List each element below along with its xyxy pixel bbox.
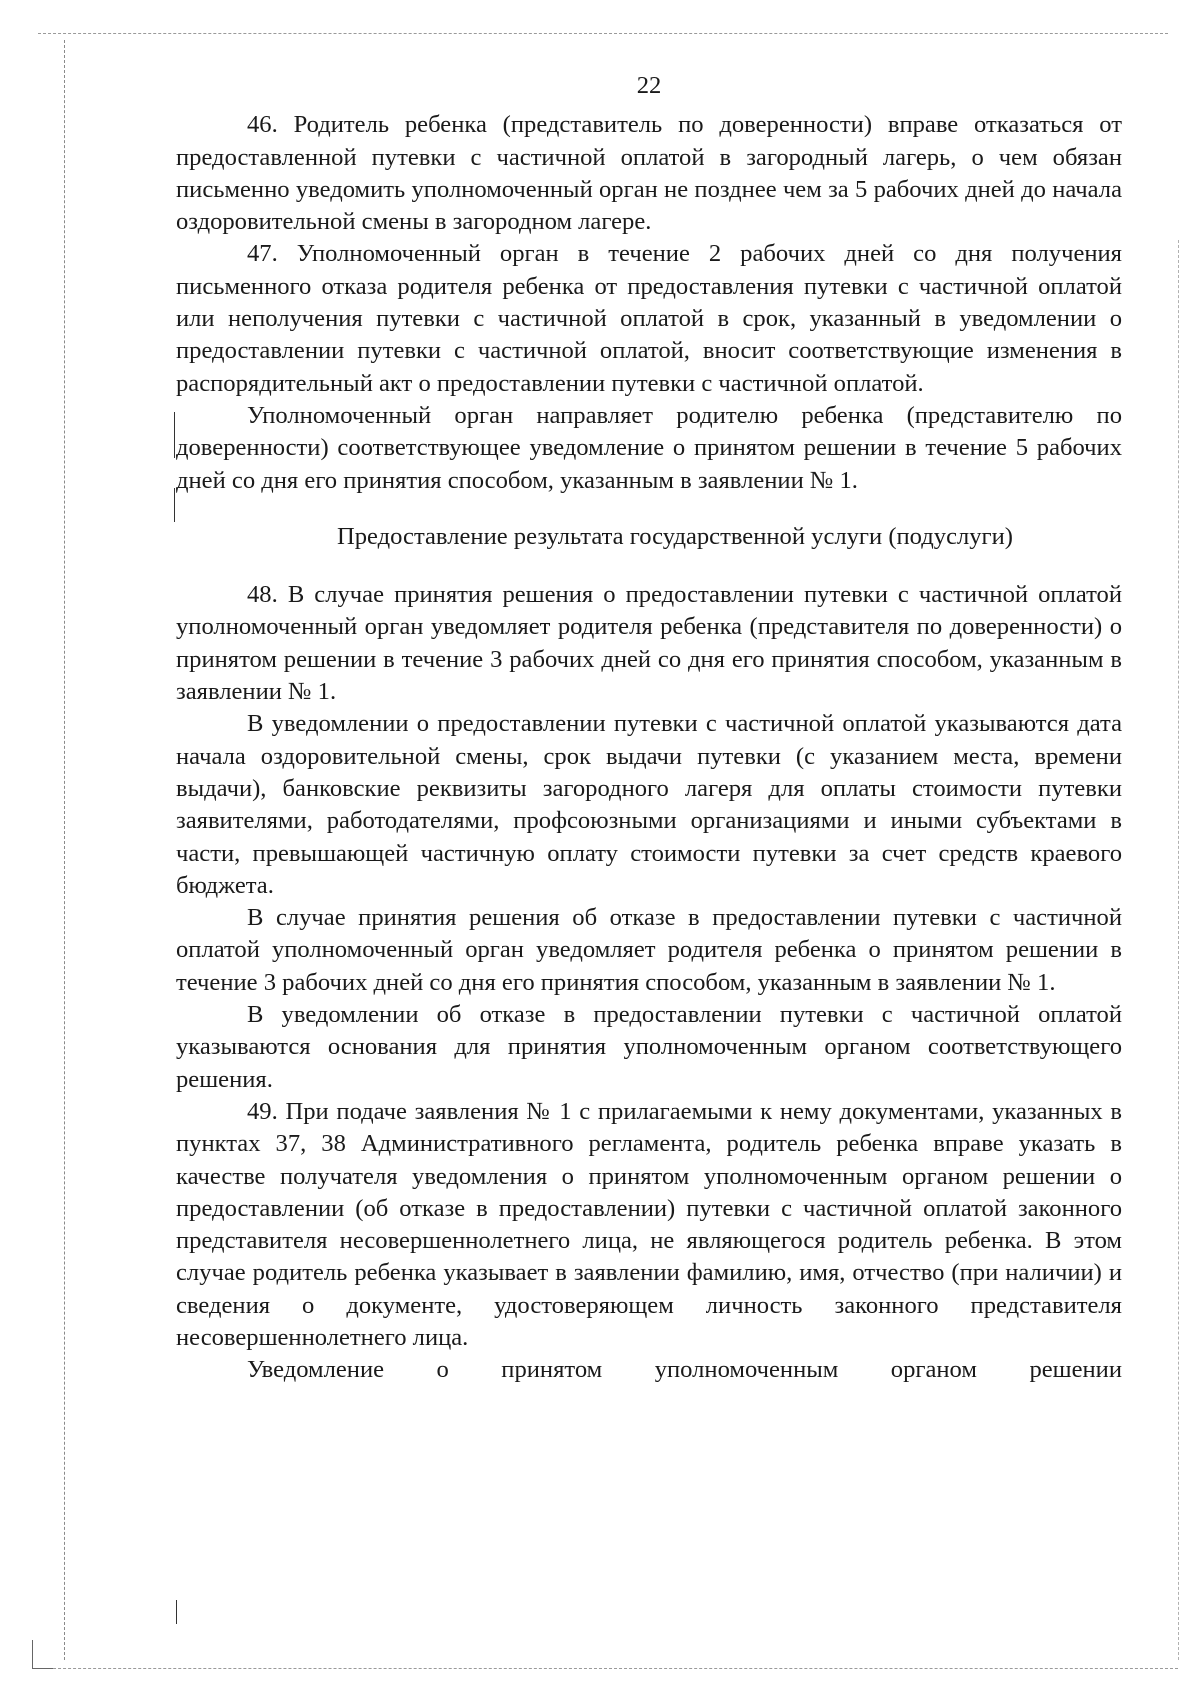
scan-edge-right: [1178, 240, 1179, 1660]
scan-corner-mark: [32, 1640, 53, 1669]
scan-edge-bottom: [38, 1668, 1178, 1669]
scan-edge-top: [38, 33, 1168, 34]
paragraph-48-refusal: В случае принятия решения об отказе в предоставлении путевки с частичной оплатой уполномоченный орган уведомляет родителя ребенка о принятом решении в течение 3 рабочих дней со дня его принятия способом, указанным в заявлении № 1.: [176, 904, 1122, 996]
paragraph-47-notice: Уполномоченный орган направляет родителю ребенка (представителю по доверенности) соответствующее уведомление о принятом решении в течение 5 рабочих дней со дня его принятия способом, указанным в заявлении № 1.: [176, 401, 1122, 494]
paragraph-49: 49. При подаче заявления № 1 с прилагаемыми к нему документами, указанных в пунктах 37, 38 Административного регламента, родитель ребенка вправе указать в качестве получателя уведомления о принятом уполномоченным органом решении о предоставлении (об отказе в предоставлении) путевки с частичной оплатой законного представителя несовершеннолетнего лица, не являющегося родитель ребенка. В этом случае родитель ребенка указывает в заявлении фамилию, имя, отчество (при наличии) и сведения о документе, удостоверяющем личность законного представителя несовершеннолетнего лица.: [176, 1097, 1122, 1351]
paragraph-48: 48. В случае принятия решения о предоставлении путевки с частичной оплатой уполномоченный орган уведомляет родителя ребенка (представителя по доверенности) о принятом решении в течение 3 рабочих дней со дня его принятия способом, указанным в заявлении № 1.: [176, 581, 1122, 706]
document-body: [176, 70, 1122, 1387]
paragraph-49-notification: Уведомление о принятом уполномоченным органом решении: [247, 1356, 1122, 1384]
paragraph-48-notice-content: В уведомлении о предоставлении путевки с частичной оплатой указываются дата начала оздоровительной смены, срок выдачи путевки (с указанием места, времени выдачи), банковские реквизиты загородного лагеря для оплаты стоимости путевки заявителями, работодателями, профсоюзными организациями и иными субъектами в части, превышающей частичную оплату стоимости путевки за счет средств краевого бюджета.: [176, 710, 1122, 899]
section-heading: Предоставление результата государственной услуги (подуслуги): [336, 522, 1013, 550]
paragraph-48-refusal-grounds: В уведомлении об отказе в предоставлении путевки с частичной оплатой указываются основания для принятия уполномоченным органом соответствующего решения.: [176, 1001, 1122, 1093]
page-number: 22: [636, 72, 662, 99]
paragraph-47: 47. Уполномоченный орган в течение 2 рабочих дней со дня получения письменного отказа родителя ребенка от предоставления путевки с частичной оплатой или неполучения путевки с частичной оплатой в срок, указанный в уведомлении о предоставлении путевки с частичной оплатой, вносит соответствующие изменения в распорядительный акт о предоставлении путевки с частичной оплатой.: [176, 240, 1122, 397]
margin-mark: [174, 488, 175, 522]
margin-mark: [174, 412, 175, 458]
margin-mark: [176, 1600, 177, 1624]
paragraph-46: 46. Родитель ребенка (представитель по доверенности) вправе отказаться от предоставленной путевки с частичной оплатой в загородный лагерь, о чем обязан письменно уведомить уполномоченный орган не позднее чем за 5 рабочих дней до начала оздоровительной смены в загородном лагере.: [176, 111, 1122, 236]
scan-edge-left: [64, 40, 65, 1660]
